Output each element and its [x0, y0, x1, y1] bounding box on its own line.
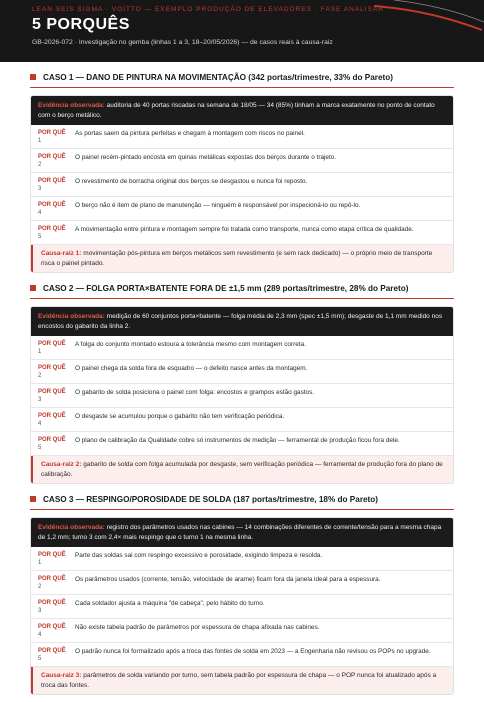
decorative-swoosh	[374, 0, 484, 40]
evidence-label: Evidência observada:	[38, 524, 105, 531]
case-divider	[30, 298, 454, 299]
case-divider	[30, 509, 454, 510]
why-number: 4	[38, 210, 42, 216]
case-heading	[30, 71, 454, 83]
why-number: 5	[38, 445, 42, 451]
why-row	[31, 360, 453, 384]
why-text: As portas saem da pintura perfeitas e chegam à montagem com riscos no painel.	[75, 130, 305, 137]
why-number: 5	[38, 656, 42, 662]
why-label: POR QUÊ 1	[38, 340, 75, 356]
why-label: POR QUÊ 4	[38, 412, 75, 428]
why-row	[31, 336, 453, 360]
why-row	[31, 384, 453, 408]
page-title: 5 PORQUÊS	[32, 16, 130, 33]
why-row	[31, 432, 453, 456]
case-panel	[30, 95, 454, 273]
why-label: POR QUÊ 3	[38, 177, 75, 193]
case-heading	[30, 493, 454, 505]
why-text: O painel recém-pintado encosta em quinas metálicas expostas dos berços durante o trajeto.	[75, 154, 337, 161]
why-label: POR QUÊ 1	[38, 129, 75, 145]
case-marker-icon	[30, 496, 36, 502]
case-2	[30, 282, 454, 484]
why-number: 2	[38, 162, 42, 168]
evidence-label: Evidência observada:	[38, 102, 105, 109]
why-number: 3	[38, 397, 42, 403]
root-cause-label: Causa-raiz 3:	[41, 672, 82, 679]
evidence-text: auditoria de 40 portas riscadas na semana de 18/05 — 34 (85%) tinham a marca exatamente no ponto de contato com o berço metálico.	[38, 102, 435, 119]
why-number: 4	[38, 632, 42, 638]
why-label: POR QUÊ 1	[38, 551, 75, 567]
root-cause-label: Causa-raiz 2:	[41, 461, 82, 468]
why-number: 2	[38, 584, 42, 590]
why-row	[31, 408, 453, 432]
evidence-text: medição de 60 conjuntos porta×batente — folga média de 2,3 mm (spec ±1,5 mm); desgaste de 1,1 mm medido nos encostos do gabarito da linha 2.	[38, 313, 443, 330]
case-heading	[30, 282, 454, 294]
evidence-text: registro dos parâmetros usados nas cabines — 14 combinações diferentes de corrente/tensão para a mesma chapa de 1,2 mm; turno 3 com 2,4× mais respingo que o turno 1 na mesma linha.	[38, 524, 442, 541]
why-row	[31, 173, 453, 197]
why-label: POR QUÊ 2	[38, 575, 75, 591]
root-cause-box	[31, 456, 453, 483]
case-panel	[30, 517, 454, 695]
root-cause-box	[31, 245, 453, 272]
why-text: O gabarito de solda posiciona o painel com folga: encostos e grampos estão gastos.	[75, 389, 315, 396]
why-row	[31, 595, 453, 619]
page-subtitle: GB-2026-072 · Investigação no gemba (linhas 1 a 3, 18–20/05/2026) — de casos reais à causa-raiz	[32, 39, 333, 46]
why-row	[31, 197, 453, 221]
why-text: O desgaste se acumulou porque o gabarito não tem verificação periódica.	[75, 413, 285, 420]
why-number: 3	[38, 186, 42, 192]
why-text: O revestimento de borracha original dos berços se desgastou e nunca foi reposto.	[75, 178, 308, 185]
why-number: 3	[38, 608, 42, 614]
why-text: O plano de calibração da Qualidade cobre só instrumentos de medição — ferramental de produção ficou fora dele.	[75, 437, 400, 444]
case-divider	[30, 87, 454, 88]
why-row	[31, 547, 453, 571]
why-label: POR QUÊ 2	[38, 153, 75, 169]
case-marker-icon	[30, 74, 36, 80]
why-text: Cada soldador ajusta a máquina "de cabeça", pelo hábito do turno.	[75, 600, 265, 607]
evidence-box	[31, 96, 453, 125]
why-text: Não existe tabela padrão de parâmetros por espessura de chapa afixada nas cabines.	[75, 624, 320, 631]
why-number: 4	[38, 421, 42, 427]
why-row	[31, 571, 453, 595]
why-text: O painel chega da solda fora de esquadro — o defeito nasce antes da montagem.	[75, 365, 308, 372]
why-number: 1	[38, 138, 42, 144]
why-number: 1	[38, 560, 42, 566]
root-cause-text: movimentação pós-pintura em berços metálicos sem revestimento (e sem rack dedicado) — o próprio meio de transporte risca o painel pintado.	[41, 250, 433, 267]
why-row	[31, 619, 453, 643]
case-1	[30, 71, 454, 273]
why-row	[31, 149, 453, 173]
case-3	[30, 493, 454, 695]
why-row	[31, 221, 453, 245]
why-number: 1	[38, 349, 42, 355]
why-text: Os parâmetros usados (corrente, tensão, velocidade de arame) ficam fora da janela ideal para a espessura.	[75, 576, 381, 583]
case-panel	[30, 306, 454, 484]
why-label: POR QUÊ 5	[38, 225, 75, 241]
case-title: CASO 2 — FOLGA PORTA×BATENTE FORA DE ±1,5 mm (289 portas/trimestre, 28% do Pareto)	[43, 283, 409, 293]
why-label: POR QUÊ 4	[38, 201, 75, 217]
case-marker-icon	[30, 285, 36, 291]
why-label: POR QUÊ 3	[38, 599, 75, 615]
why-row	[31, 125, 453, 149]
why-text: O padrão nunca foi formalizado após a troca das fontes de solda em 2023 — a Engenharia não revisou os POPs no upgrade.	[75, 648, 431, 655]
header-kicker: LEAN SEIS SIGMA · VOITTO — EXEMPLO PRODUÇÃO DE ELEVADORES · FASE ANALISAR	[32, 6, 384, 13]
why-label: POR QUÊ 5	[38, 647, 75, 663]
evidence-box	[31, 307, 453, 336]
evidence-label: Evidência observada:	[38, 313, 105, 320]
case-title: CASO 1 — DANO DE PINTURA NA MOVIMENTAÇÃO (342 portas/trimestre, 33% do Pareto)	[43, 72, 393, 82]
root-cause-label: Causa-raiz 1:	[41, 250, 82, 257]
why-text: A folga do conjunto montado estoura a tolerância mesmo com montagem correta.	[75, 341, 306, 348]
why-label: POR QUÊ 5	[38, 436, 75, 452]
root-cause-box	[31, 667, 453, 694]
why-text: A movimentação entre pintura e montagem sempre foi tratada como transporte, nunca como etapa crítica de qualidade.	[75, 226, 414, 233]
page-header	[0, 0, 484, 62]
why-number: 2	[38, 373, 42, 379]
why-number: 5	[38, 234, 42, 240]
why-label: POR QUÊ 2	[38, 364, 75, 380]
why-label: POR QUÊ 3	[38, 388, 75, 404]
case-title: CASO 3 — RESPINGO/POROSIDADE DE SOLDA (187 portas/trimestre, 18% do Pareto)	[43, 494, 379, 504]
evidence-box	[31, 518, 453, 547]
why-text: Parte das soldas sai com respingo excessivo e porosidade, exigindo limpeza e resolda.	[75, 552, 323, 559]
root-cause-text: parâmetros de solda variando por turno, sem tabela padrão por espessura de chapa — o POP nunca foi atualizado após a troca das fontes.	[41, 672, 437, 689]
why-text: O berço não é item de plano de manutenção — ninguém é responsável por inspecioná-lo ou repô-lo.	[75, 202, 361, 209]
root-cause-text: gabarito de solda com folga acumulada por desgaste, sem verificação periódica — ferramental de produção fora do plano de calibração.	[41, 461, 443, 478]
why-row	[31, 643, 453, 667]
why-label: POR QUÊ 4	[38, 623, 75, 639]
